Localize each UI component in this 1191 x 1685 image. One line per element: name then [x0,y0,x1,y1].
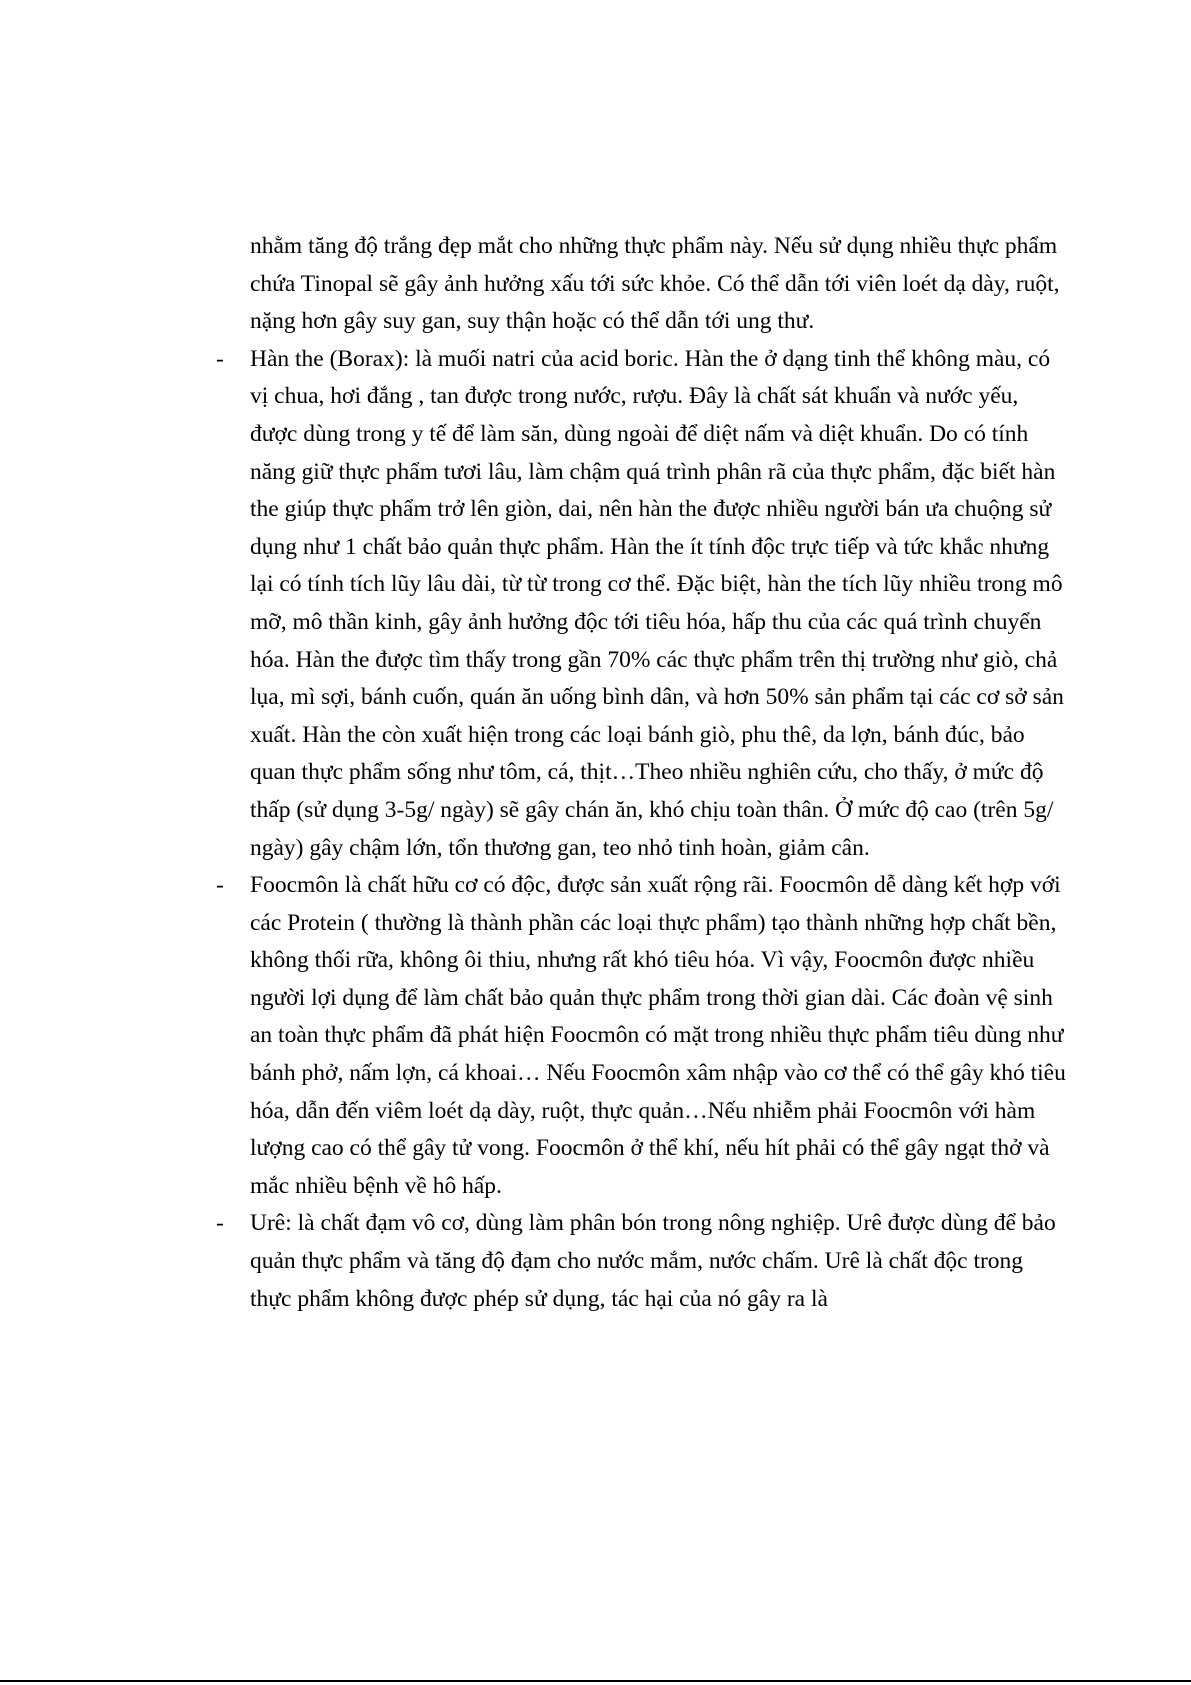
bullet-dash: - [216,872,224,899]
page-bottom-rule [0,1680,1191,1682]
list-item-formaldehyde [216,867,1066,1205]
list-item-text: Hàn the (Borax): là muối natri của acid boric. Hàn the ở dạng tinh thể không màu, có vị chua, hơi đắng , tan được trong nước, rượu. Đây là chất sát khuẩn và nước yếu, được dùng trong y tế để làm săn, dùng ngoài để diệt nấm và diệt khuẩn. Do có tính năng giữ thực phẩm tươi lâu, làm chậm quá trình phân rã của thực phẩm, đặc biết hàn the giúp thực phẩm trở lên giòn, dai, nên hàn the được nhiều người bán ưa chuộng sử dụng như 1 chất bảo quản thực phẩm. Hàn the ít tính độc trực tiếp và tức khắc nhưng lại có tính tích lũy lâu dài, từ từ trong cơ thể. Đặc biệt, hàn the tích lũy nhiều trong mô mỡ, mô thần kinh, gây ảnh hưởng độc tới tiêu hóa, hấp thu của các quá trình chuyển hóa. Hàn the được tìm thấy trong gần 70% các thực phẩm trên thị trường như giò, chả lụa, mì sợi, bánh cuốn, quán ăn uống bình dân, và hơn 50% sản phẩm tại các cơ sở sản xuất. Hàn the còn xuất hiện trong các loại bánh giò, phu thê, da lợn, bánh đúc, bảo quan thực phẩm sống như tôm, cá, thịt…Theo nhiều nghiên cứu, cho thấy, ở mức độ thấp (sử dụng 3-5g/ ngày) sẽ gây chán ăn, khó chịu toàn thân. Ở mức độ cao (trên 5g/ ngày) gây chậm lớn, tổn thương gan, teo nhỏ tinh hoàn, giảm cân. [250,345,1064,861]
list-item-text: Foocmôn là chất hữu cơ có độc, được sản xuất rộng rãi. Foocmôn dễ dàng kết hợp với các Protein ( thường là thành phần các loại thực phẩm) tạo thành những hợp chất bền, không thối rữa, không ôi thiu, nhưng rất khó tiêu hóa. Vì vậy, Foocmôn được nhiều người lợi dụng để làm chất bảo quản thực phẩm trong thời gian dài. Các đoàn vệ sinh an toàn thực phẩm đã phát hiện Foocmôn có mặt trong nhiều thực phẩm tiêu dùng như bánh phở, nấm lợn, cá khoai… Nếu Foocmôn xâm nhập vào cơ thể có thể gây khó tiêu hóa, dẫn đến viêm loét dạ dày, ruột, thực quản…Nếu nhiễm phải Foocmôn với hàm lượng cao có thể gây tử vong. Foocmôn ở thể khí, nếu hít phải có thể gây ngạt thở và mắc nhiều bệnh về hô hấp. [250,872,1066,1199]
document-body [216,228,1066,1318]
list-item-text: Urê: là chất đạm vô cơ, dùng làm phân bón trong nông nghiệp. Urê được dùng để bảo quản thực phẩm và tăng độ đạm cho nước mắm, nước chấm. Urê là chất độc trong thực phẩm không được phép sử dụng, tác hại của nó gây ra là [250,1210,1056,1312]
bullet-dash: - [216,345,224,372]
bullet-dash: - [216,1210,224,1237]
list-item-urea [216,1205,1066,1318]
lead-paragraph: nhằm tăng độ trắng đẹp mắt cho những thực phẩm này. Nếu sử dụng nhiều thực phẩm chứa Tinopal sẽ gây ảnh hưởng xấu tới sức khỏe. Có thể dẫn tới viên loét dạ dày, ruột, nặng hơn gây suy gan, suy thận hoặc có thể dẫn tới ung thư. [250,233,1060,335]
list-item-borax [216,341,1066,867]
